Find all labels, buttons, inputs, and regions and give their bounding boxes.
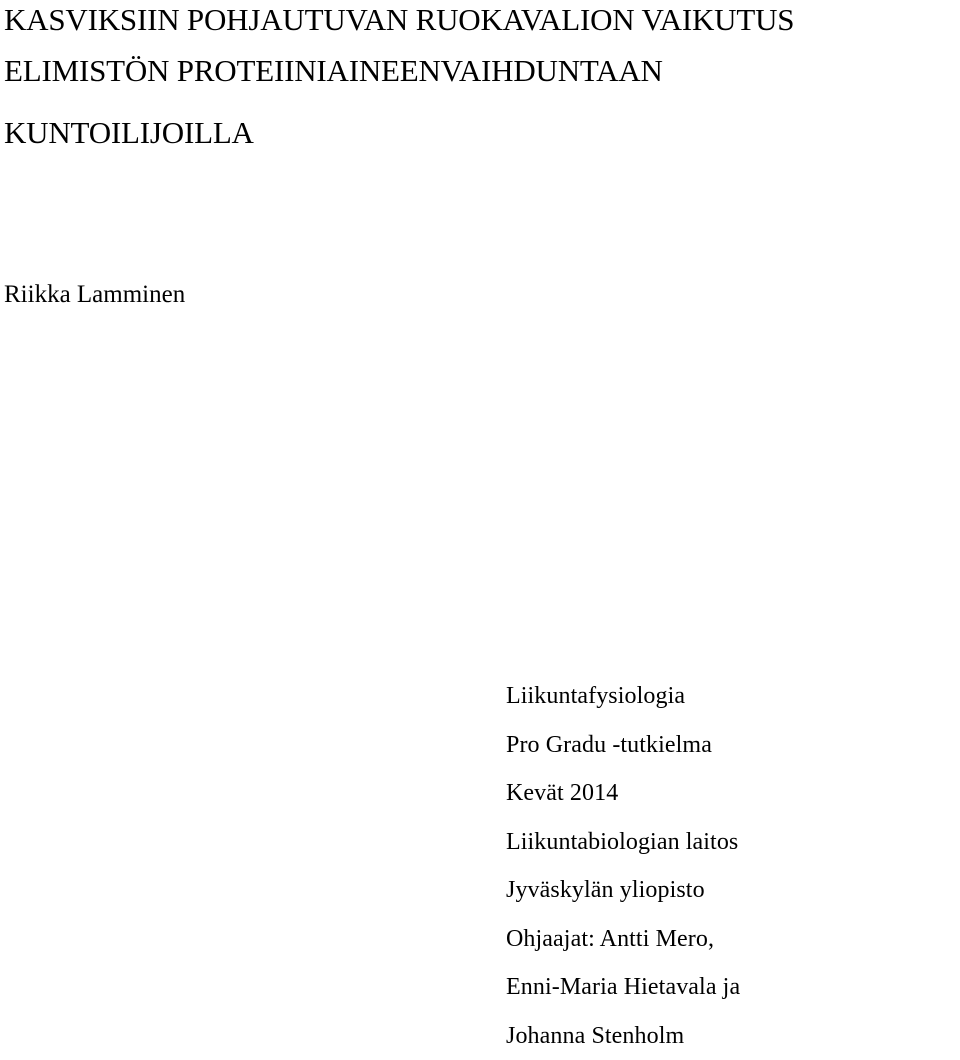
info-line-supervisors-1: Ohjaajat: Antti Mero, xyxy=(506,915,740,964)
info-line-supervisors-3: Johanna Stenholm xyxy=(506,1012,740,1060)
thesis-title xyxy=(4,0,794,164)
info-line-field: Liikuntafysiologia xyxy=(506,672,740,721)
info-line-university: Jyväskylän yliopisto xyxy=(506,866,740,915)
title-line-2: ELIMISTÖN PROTEIINIAINEENVAIHDUNTAAN xyxy=(4,40,794,102)
info-line-department: Liikuntabiologian laitos xyxy=(506,818,740,867)
info-line-thesis-type: Pro Gradu -tutkielma xyxy=(506,721,740,770)
thesis-info-block xyxy=(506,672,740,1060)
author-name: Riikka Lamminen xyxy=(4,280,185,310)
info-line-term: Kevät 2014 xyxy=(506,769,740,818)
title-line-1: KASVIKSIIN POHJAUTUVAN RUOKAVALION VAIKUTUS xyxy=(4,0,794,40)
info-line-supervisors-2: Enni-Maria Hietavala ja xyxy=(506,963,740,1012)
title-line-3: KUNTOILIJOILLA xyxy=(4,102,794,164)
